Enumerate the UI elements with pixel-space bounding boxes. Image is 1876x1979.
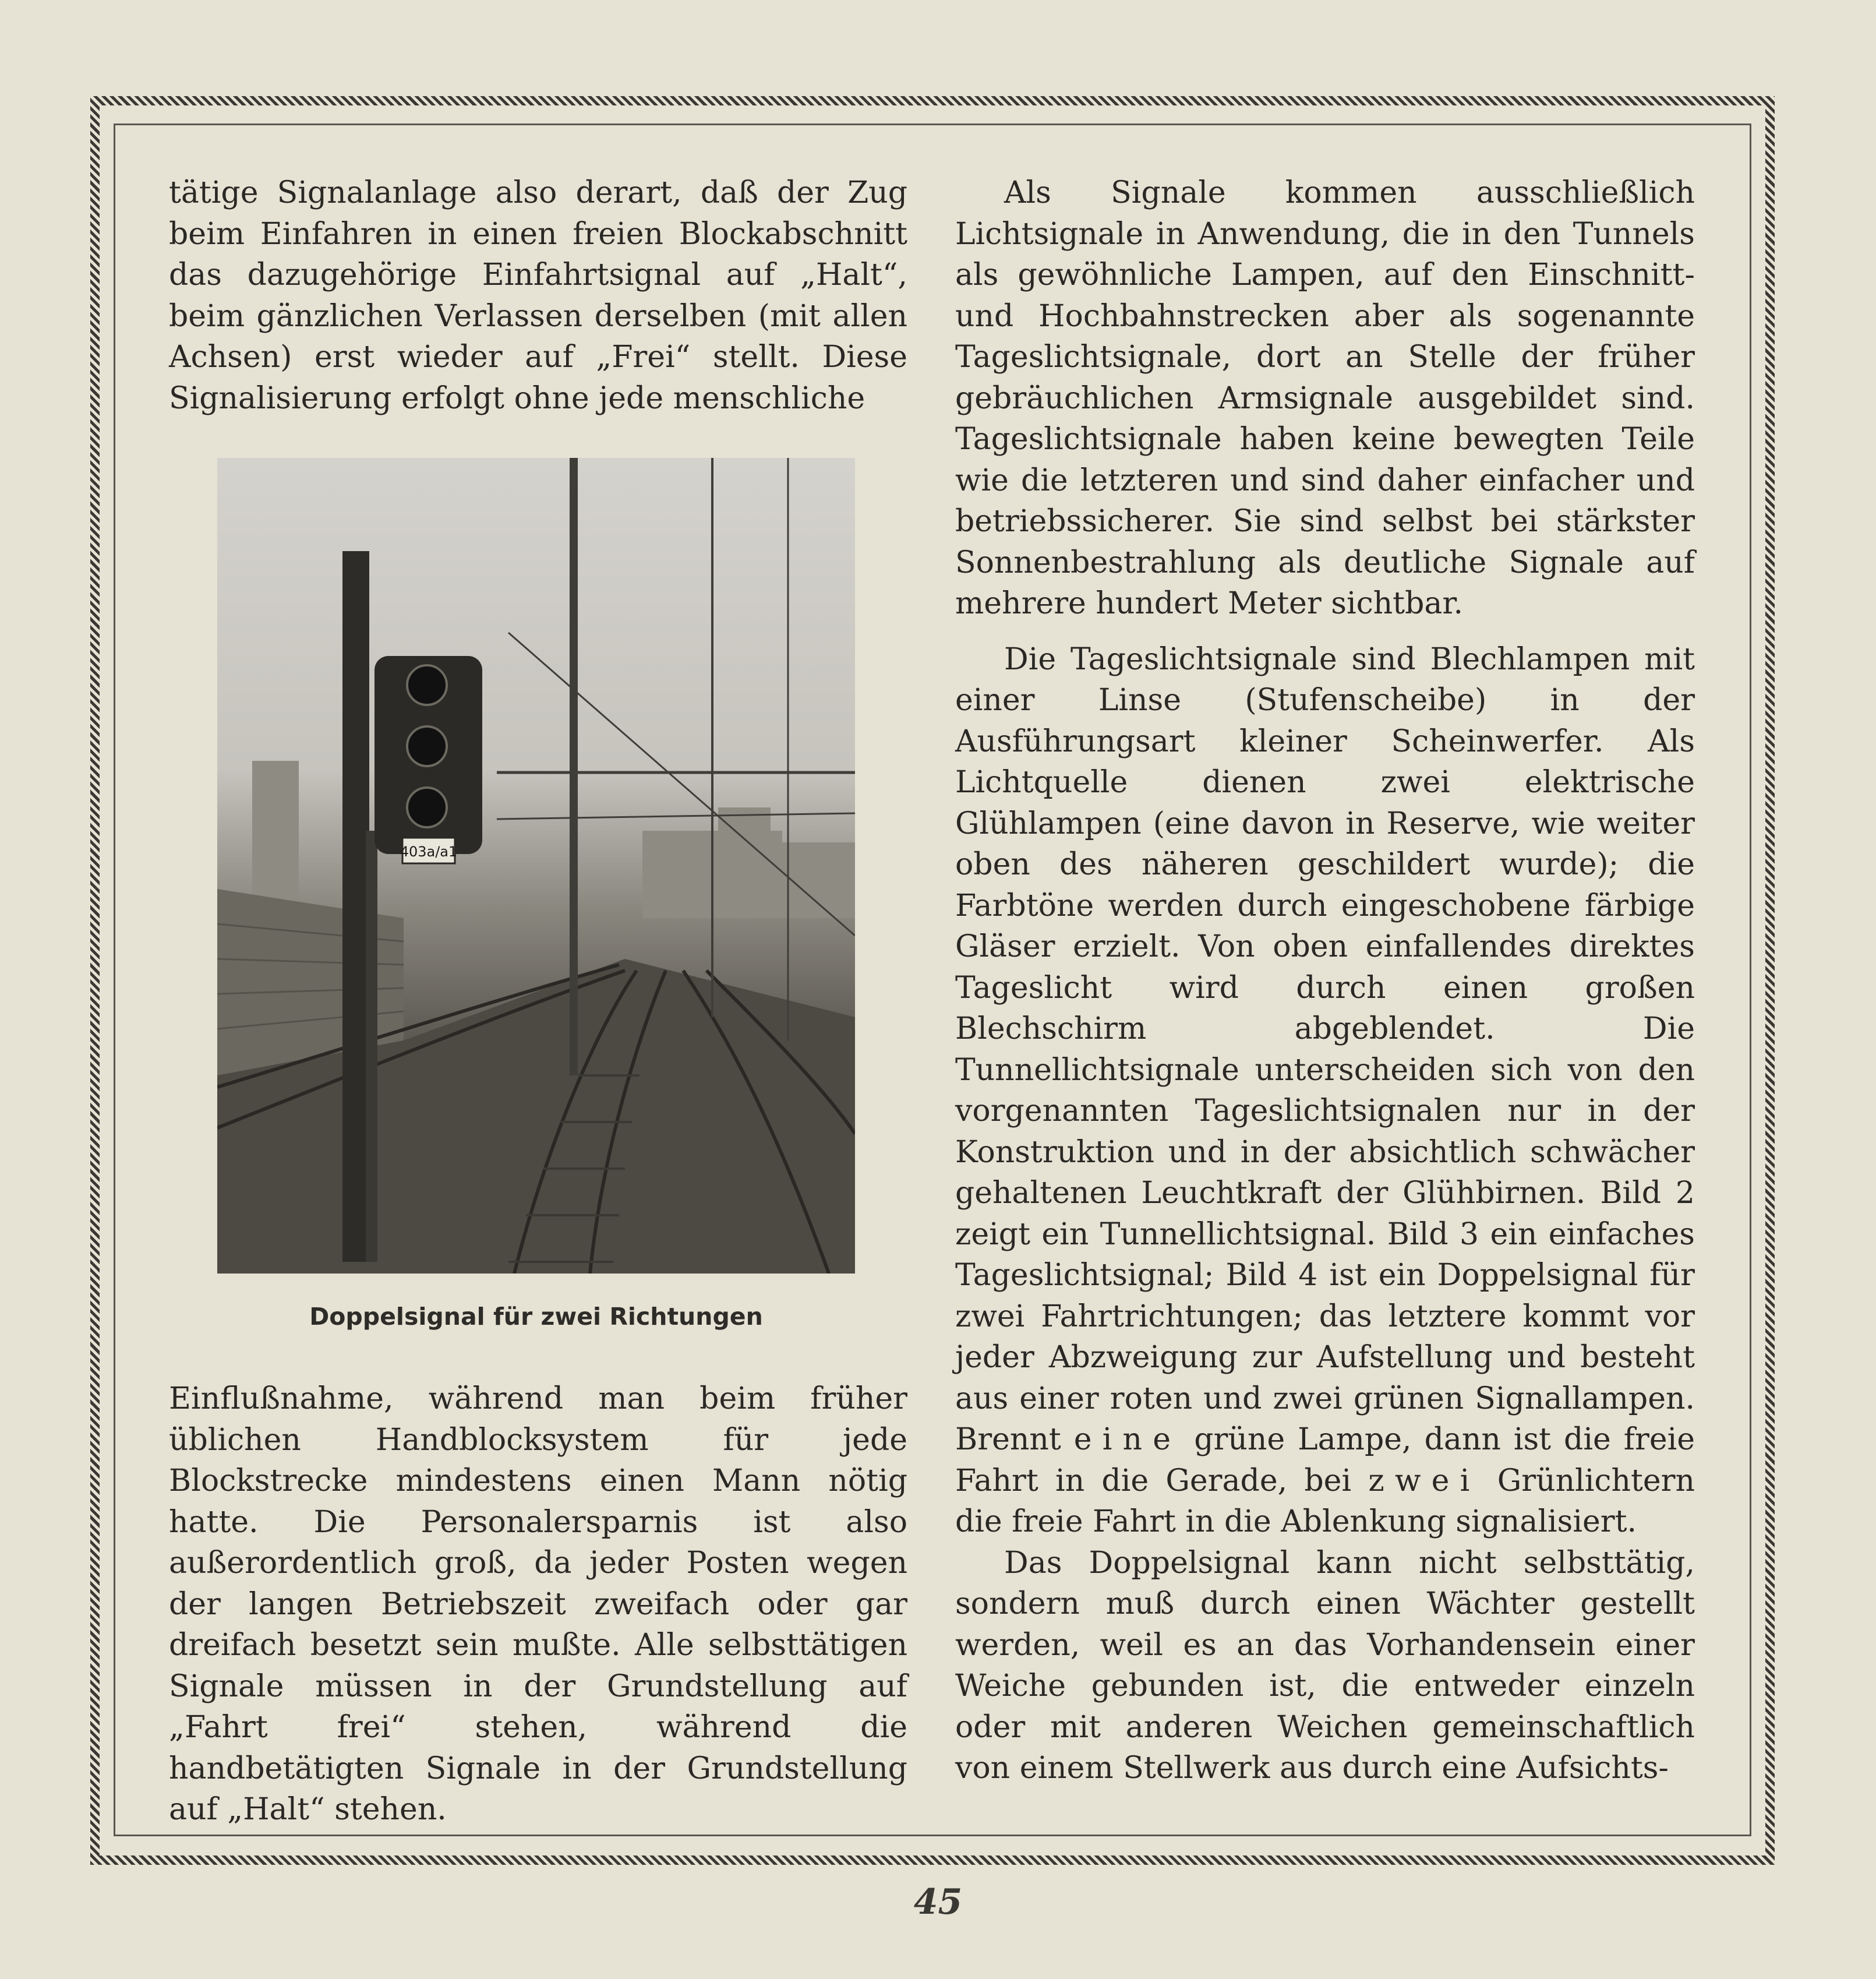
photo-caption: Doppelsignal für zwei Richtungen [309,1303,763,1331]
left-column-top [169,172,907,419]
signal-lamps [407,665,447,827]
right-paragraph-2-end: Grünlichtern die freie Fahrt in die Ablenkung signalisiert. [955,1463,1695,1539]
left-top-paragraph: tätige Signalanlage also derart, daß der Zug beim Einfahren in einen freien Blockabschnitt das dazugehörige Einfahrtsignal auf „Halt“, beim gänzlichen Verlassen derselben (mit allen Achsen) erst wieder auf „Frei“ stellt. Diese Signalisierung erfolgt ohne jede menschliche [169,175,907,416]
emphasis-zwei: zwei [1368,1463,1481,1498]
right-paragraph-2 [955,639,1695,1543]
signal-post [342,551,369,1262]
signal-post-secondary [366,831,377,1262]
right-paragraph-2-main: Die Tageslichtsignale sind Blechlampen mit einer Linse (Stufenscheibe) in der Ausführungsart kleiner Scheinwerfer. Als Lichtquelle dienen zwei elektrische Glühlampen (eine davon in Reserve, wie weiter oben des näheren geschildert wurde); die Farbtöne werden durch eingeschobene färbige Gläser erzielt. Von oben einfallendes direktes Tageslicht wird durch einen großen Blechschirm abgeblendet. Die Tunnellichtsignale unterscheiden sich von den vorgenannten Tageslichtsignalen nur in der Konstruktion und in der absichtlich schwächer gehaltenen Leuchtkraft der Glühbirnen. Bild 2 zeigt ein Tunnellichtsignal. Bild 3 ein einfaches Tageslichtsignal; Bild 4 ist ein Doppelsignal für zwei Fahrtrichtungen; das letztere kommt vor jeder Abzweigung zur Aufstellung und besteht aus einer roten und zwei grünen Signallampen. [955,641,1695,1416]
page-number: 45 [913,1882,963,1922]
left-bottom-paragraph: Einflußnahme, während man beim früher üblichen Handblocksystem für jede Blockstrecke mindestens einen Mann nötig hatte. Die Personalersparnis ist also außerordentlich groß, da jeder Posten wegen der langen Betriebszeit zweifach oder gar dreifach besetzt sein mußte. Alle selbsttätigen Signale müssen in der Grundstellung auf „Fahrt frei“ stehen, während die handbetätigten Signale in der Grundstellung auf „Halt“ stehen. [169,1381,907,1827]
left-column-bottom [169,1378,907,1830]
right-paragraph-2-mid: grüne Lampe, dann ist die freie Fahrt in die Gerade, bei [955,1422,1695,1498]
railway-signal-illustration [217,458,855,1274]
signal-photo [217,458,855,1274]
emphasis-eine: eine [1073,1422,1182,1457]
right-paragraph-2-brennt: Brennt [955,1422,1061,1457]
right-paragraph-1: Als Signale kommen ausschließlich Lichtsignale in Anwendung, die in den Tunnels als gewöhnliche Lampen, auf den Einschnitt- und Hochbahnstrecken aber als sogenannte Tageslichtsignale, dort an Stelle der früher gebräuchlichen Armsignale ausgebildet sind. Tageslichtsignale haben keine bewegten Teile wie die letzteren und sind daher einfacher und betriebssicherer. Sie sind selbst bei stärkster Sonnenbestrahlung als deutliche Signale auf mehrere hundert Meter sichtbar. [955,175,1695,621]
signal-number-text: 403a/a1 [400,844,458,860]
right-paragraph-3: Das Doppelsignal kann nicht selbsttätig, sondern muß durch einen Wächter gestellt werden, weil es an das Vorhandensein einer Weiche gebunden ist, die entweder einzeln oder mit anderen Weichen gemeinschaftlich von einem Stellwerk aus durch eine Aufsichts- [955,1545,1695,1786]
right-column [955,172,1695,1789]
